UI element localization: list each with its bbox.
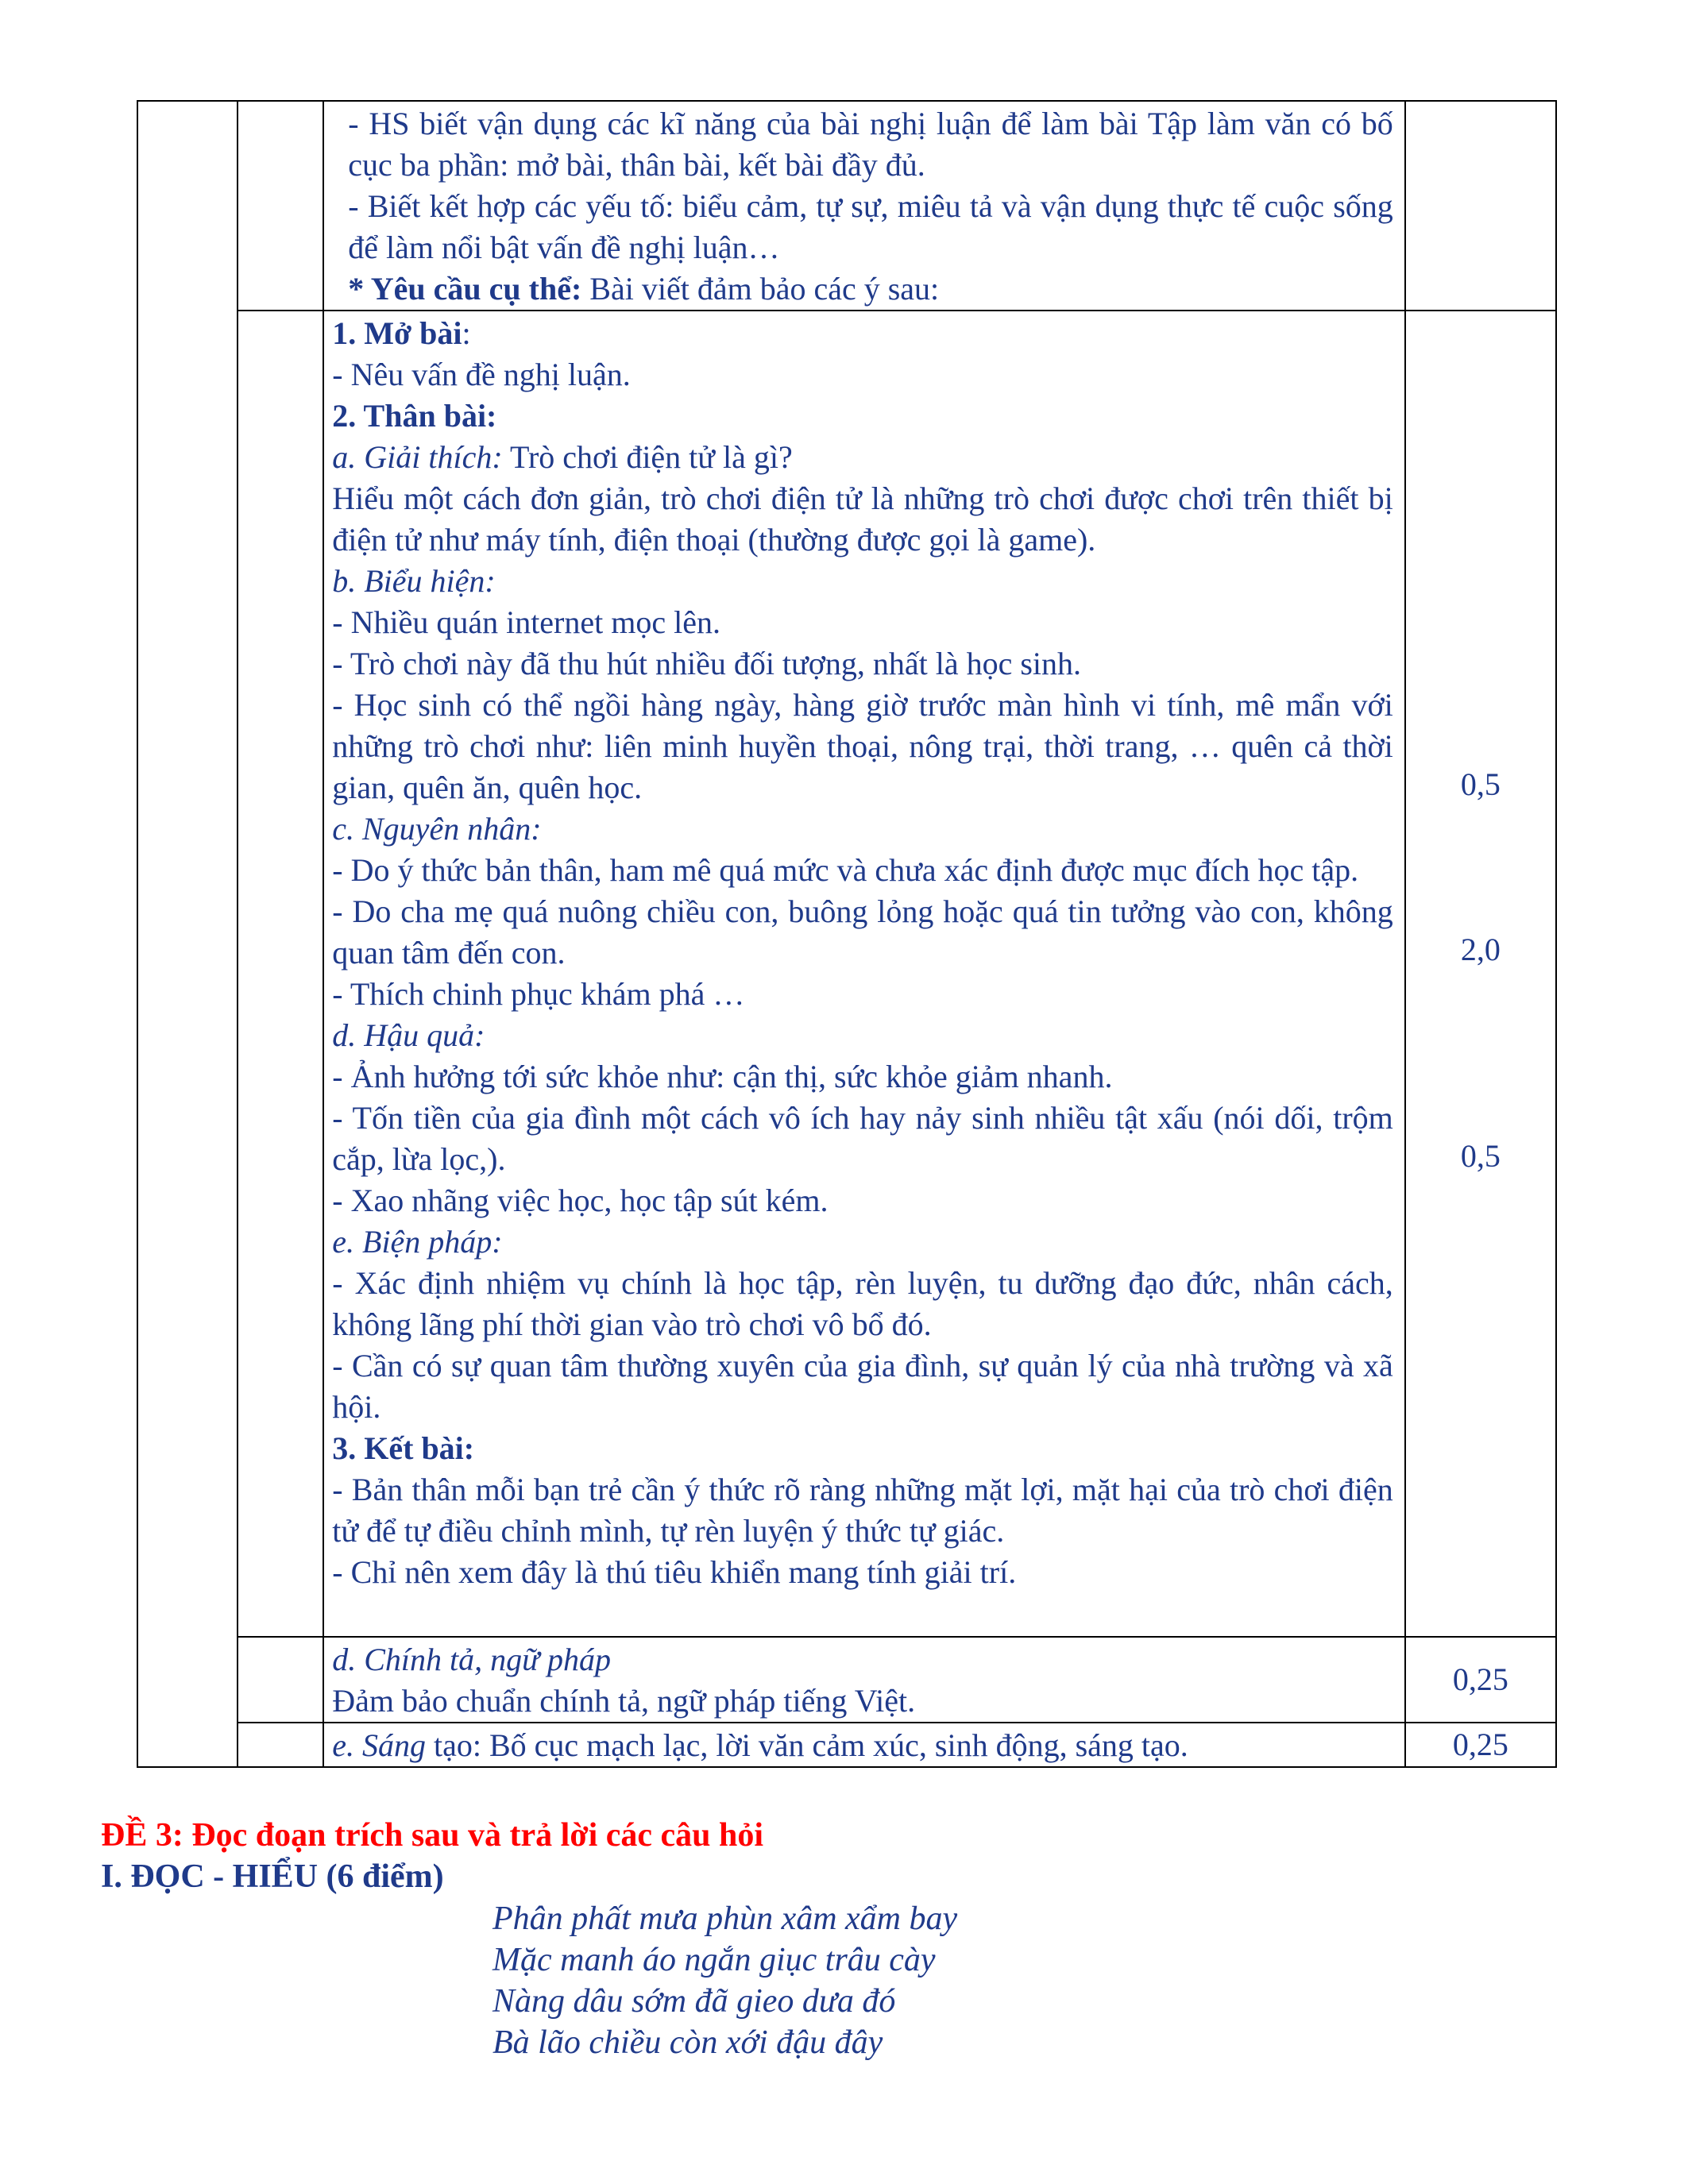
subsection-text: tạo: Bố cục mạch lạc, lời văn cảm xúc, sinh động, sáng tạo. xyxy=(426,1727,1188,1763)
text-line: Đảm bảo chuẩn chính tả, ngữ pháp tiếng Việt. xyxy=(332,1683,916,1719)
table-row xyxy=(137,1723,1556,1767)
score-value: 0,25 xyxy=(1452,1727,1508,1762)
poem-line: Bà lão chiều còn xới đậu đây xyxy=(492,2024,883,2061)
section-heading: 2. Thân bài: xyxy=(332,398,497,434)
table-cell-empty xyxy=(238,311,323,1637)
text-line: - Chỉ nên xem đây là thú tiêu khiển mang tính giải trí. xyxy=(332,1554,1017,1590)
text-line: - Cần có sự quan tâm thường xuyên của gia đình, sự quản lý của nhà trường và xã hội. xyxy=(332,1348,1393,1425)
score-cell xyxy=(1405,1723,1556,1767)
poem-line: Mặc manh áo ngắn giục trâu cày xyxy=(492,1942,936,1978)
text-line: - Xác định nhiệm vụ chính là học tập, rèn luyện, tu dưỡng đạo đức, nhân cách, không lãng phí thời gian vào trò chơi vô bổ đó. xyxy=(332,1265,1393,1342)
subsection-label: e. Biện pháp: xyxy=(332,1224,503,1260)
subsection-text: Trò chơi điện tử là gì? xyxy=(502,439,793,475)
score-value: 0,5 xyxy=(1460,766,1501,802)
text-line: - Do ý thức bản thân, ham mê quá mức và chưa xác định được mục đích học tập. xyxy=(332,852,1359,888)
table-row xyxy=(137,311,1556,1637)
text-line xyxy=(332,1725,1393,1766)
text-line: - Nêu vấn đề nghị luận. xyxy=(332,357,631,392)
text-line: - Biết kết hợp các yếu tố: biểu cảm, tự sự, miêu tả và vận dụng thực tế cuộc sống để làm nổi bật vấn đề nghị luận… xyxy=(348,188,1393,265)
score-cell xyxy=(1405,311,1556,1637)
table-cell-content xyxy=(323,101,1405,311)
subsection-label: e. Sáng xyxy=(332,1727,427,1763)
poem-line: Nàng dâu sớm đã gieo dưa đó xyxy=(492,1983,896,2020)
score-value: 0,25 xyxy=(1452,1661,1508,1697)
poem-line: Phân phất mưa phùn xâm xẩm bay xyxy=(492,1900,958,1937)
text-line xyxy=(348,268,1393,310)
requirement-text: Bài viết đảm bảo các ý sau: xyxy=(581,271,940,307)
section-heading: 3. Kết bài: xyxy=(332,1430,475,1466)
text-line xyxy=(332,313,1393,354)
text-line: - Học sinh có thể ngồi hàng ngày, hàng giờ trước màn hình vi tính, mê mẩn với những trò chơi như: liên minh huyền thoại, nông trại, thời trang, … quên cả thời gian, quên ăn, quên học. xyxy=(332,687,1393,805)
part-heading: I. ĐỌC - HIỂU (6 điểm) xyxy=(101,1858,444,1895)
subsection-label: d. Chính tả, ngữ pháp xyxy=(332,1642,611,1677)
table-cell-empty xyxy=(238,1723,323,1767)
subsection-label: c. Nguyên nhân: xyxy=(332,811,542,847)
table-row xyxy=(137,1637,1556,1723)
subsection-label: d. Hậu quả: xyxy=(332,1017,485,1053)
table-cell-empty xyxy=(238,101,323,311)
exam-heading: ĐỀ 3: Đọc đoạn trích sau và trả lời các câu hỏi xyxy=(101,1817,764,1854)
text-line: - Nhiều quán internet mọc lên. xyxy=(332,604,720,640)
text-line: - Bản thân mỗi bạn trẻ cần ý thức rõ ràng những mặt lợi, mặt hại của trò chơi điện tử để tự điều chỉnh mình, tự rèn luyện ý thức tự giác. xyxy=(332,1472,1393,1549)
score-value: 2,0 xyxy=(1460,932,1501,967)
text-line: - Tốn tiền của gia đình một cách vô ích hay nảy sinh nhiều tật xấu (nói dối, trộm cắp, lừa lọc,). xyxy=(332,1100,1393,1177)
text-line: - Ảnh hưởng tới sức khỏe như: cận thị, sức khỏe giảm nhanh. xyxy=(332,1059,1113,1094)
table-cell-content xyxy=(323,1637,1405,1723)
section-heading: 1. Mở bài xyxy=(332,315,462,351)
text-line xyxy=(332,437,1393,478)
score-value: 0,5 xyxy=(1460,1138,1501,1174)
poem-excerpt xyxy=(492,1898,957,2063)
text-line: - Xao nhãng việc học, học tập sút kém. xyxy=(332,1183,829,1218)
table-cell-content xyxy=(323,1723,1405,1767)
colon-text: : xyxy=(462,315,471,351)
table-cell-empty xyxy=(137,101,238,1767)
text-line: - Do cha mẹ quá nuông chiều con, buông lỏng hoặc quá tin tưởng vào con, không quan tâm đến con. xyxy=(332,893,1393,970)
subsection-label: a. Giải thích: xyxy=(332,439,503,475)
requirement-label: * Yêu cầu cụ thể: xyxy=(348,271,582,307)
text-line: Hiểu một cách đơn giản, trò chơi điện tử là những trò chơi được chơi trên thiết bị điện tử như máy tính, điện thoại (thường được gọi là game). xyxy=(332,480,1393,558)
table-cell-content xyxy=(323,311,1405,1637)
table-cell-empty xyxy=(1405,101,1556,311)
subsection-label: b. Biểu hiện: xyxy=(332,563,496,599)
grading-table xyxy=(137,100,1557,1768)
text-line: - Thích chinh phục khám phá … xyxy=(332,976,745,1012)
text-line: - HS biết vận dụng các kĩ năng của bài nghị luận để làm bài Tập làm văn có bố cục ba phần: mở bài, thân bài, kết bài đầy đủ. xyxy=(348,106,1393,183)
table-cell-empty xyxy=(238,1637,323,1723)
table-row xyxy=(137,101,1556,311)
text-line: - Trò chơi này đã thu hút nhiều đối tượng, nhất là học sinh. xyxy=(332,646,1082,681)
score-cell xyxy=(1405,1637,1556,1723)
